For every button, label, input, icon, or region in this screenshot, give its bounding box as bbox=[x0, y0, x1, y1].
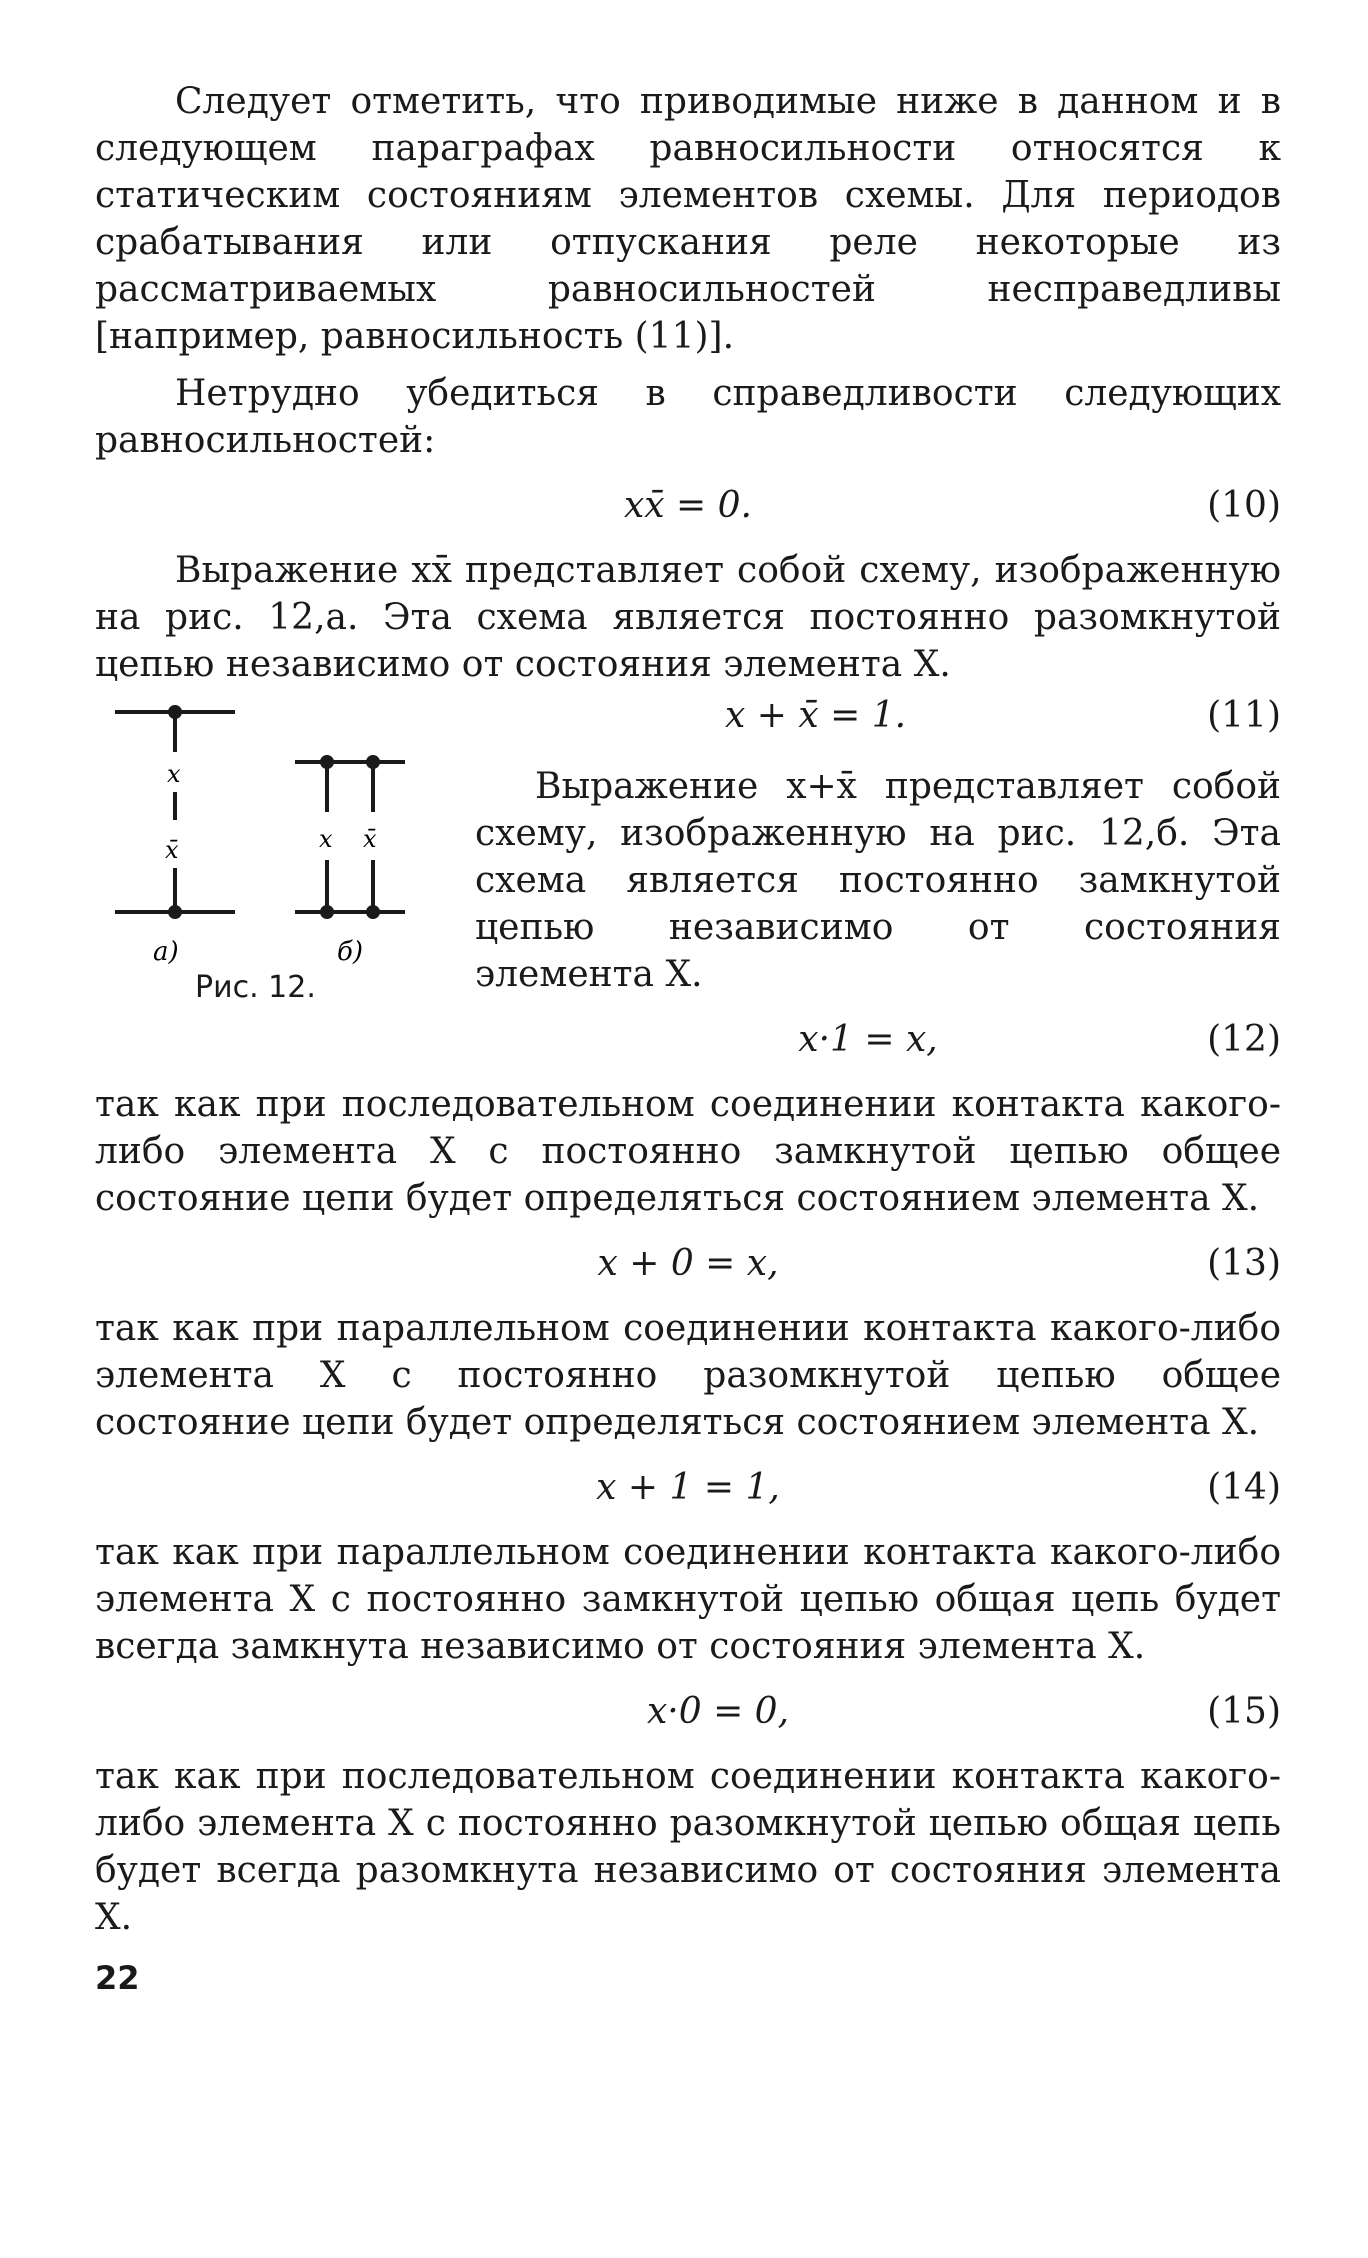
figure-side-text bbox=[475, 692, 1281, 998]
figure-row bbox=[95, 692, 1281, 1022]
equation-13 bbox=[95, 1240, 1281, 1287]
equation-12 bbox=[95, 1016, 1281, 1063]
paragraph-eq15-desc: так как при последовательном соединении контакта какого-либо элемента X с постоянно разомкнутой цепью общая цепь будет всегда разомкнута независимо от состояния элемента X. bbox=[95, 1756, 1281, 1938]
paragraph-eq10-desc: Выражение xx̄ представляет собой схему, изображенную на рис. 12,а. Эта схема является постоянно разомкнутой цепью независимо от состояния элемента X. bbox=[95, 550, 1281, 685]
equation-11 bbox=[475, 692, 1281, 739]
equation-14-number: (14) bbox=[1207, 1467, 1281, 1508]
book-page bbox=[95, 78, 1281, 2002]
equation-11-number: (11) bbox=[1207, 695, 1281, 736]
figure-caption: Рис. 12. bbox=[195, 970, 316, 1005]
equation-15-expr: x·0 = 0, bbox=[646, 1691, 790, 1732]
equation-13-number: (13) bbox=[1207, 1243, 1281, 1284]
equation-15 bbox=[95, 1688, 1281, 1735]
page-number: 22 bbox=[95, 1959, 140, 1997]
circuit-b-label: б) bbox=[337, 937, 364, 967]
circuit-a-contact-xbar: x̄ bbox=[165, 836, 179, 864]
paragraph-eq11-desc: Выражение x+x̄ представляет собой схему, изображенную на рис. 12,б. Эта схема является постоянно замкнутой цепью независимо от состояния элемента X. bbox=[475, 766, 1281, 995]
paragraph-eq13-desc: так как при параллельном соединении контакта какого-либо элемента X с постоянно разомкнутой цепью общее состояние цепи будет определяться состоянием элемента X. bbox=[95, 1308, 1281, 1443]
equation-10 bbox=[95, 482, 1281, 529]
equation-13-expr: x + 0 = x, bbox=[597, 1243, 779, 1284]
equation-14-expr: x + 1 = 1, bbox=[596, 1467, 780, 1508]
equation-15-number: (15) bbox=[1207, 1691, 1281, 1732]
equation-10-number: (10) bbox=[1207, 485, 1281, 526]
paragraph-intro: Следует отметить, что приводимые ниже в данном и в следующем параграфах равносильности относятся к статическим состояниям элементов схемы. Для периодов срабатывания или отпускания реле некоторые из рассматриваемых равносильностей несправедливы [например, равносильность (11)]. bbox=[95, 81, 1281, 357]
circuit-b-contact-xbar: x̄ bbox=[363, 825, 377, 853]
circuit-b-parallel bbox=[295, 757, 405, 917]
circuit-a-label: а) bbox=[153, 937, 179, 967]
equation-12-expr: x·1 = x, bbox=[798, 1019, 938, 1060]
paragraph-eq14-desc: так как при параллельном соединении контакта какого-либо элемента X с постоянно замкнутой цепью общая цепь будет всегда замкнута независимо от состояния элемента X. bbox=[95, 1532, 1281, 1667]
equation-11-expr: x + x̄ = 1. bbox=[725, 695, 907, 736]
equation-14 bbox=[95, 1464, 1281, 1511]
paragraph-eq12-desc: так как при последовательном соединении контакта какого-либо элемента X с постоянно замкнутой цепью общее состояние цепи будет определяться состоянием элемента X. bbox=[95, 1084, 1281, 1219]
paragraph-lead: Нетрудно убедиться в справедливости следующих равносильностей: bbox=[95, 373, 1281, 461]
circuit-a-contact-x: x bbox=[167, 760, 181, 788]
equation-10-expr: xx̄ = 0. bbox=[623, 485, 752, 526]
equation-12-number: (12) bbox=[1207, 1019, 1281, 1060]
circuit-a-series bbox=[115, 707, 235, 917]
circuit-b-contact-x: x bbox=[319, 825, 333, 853]
